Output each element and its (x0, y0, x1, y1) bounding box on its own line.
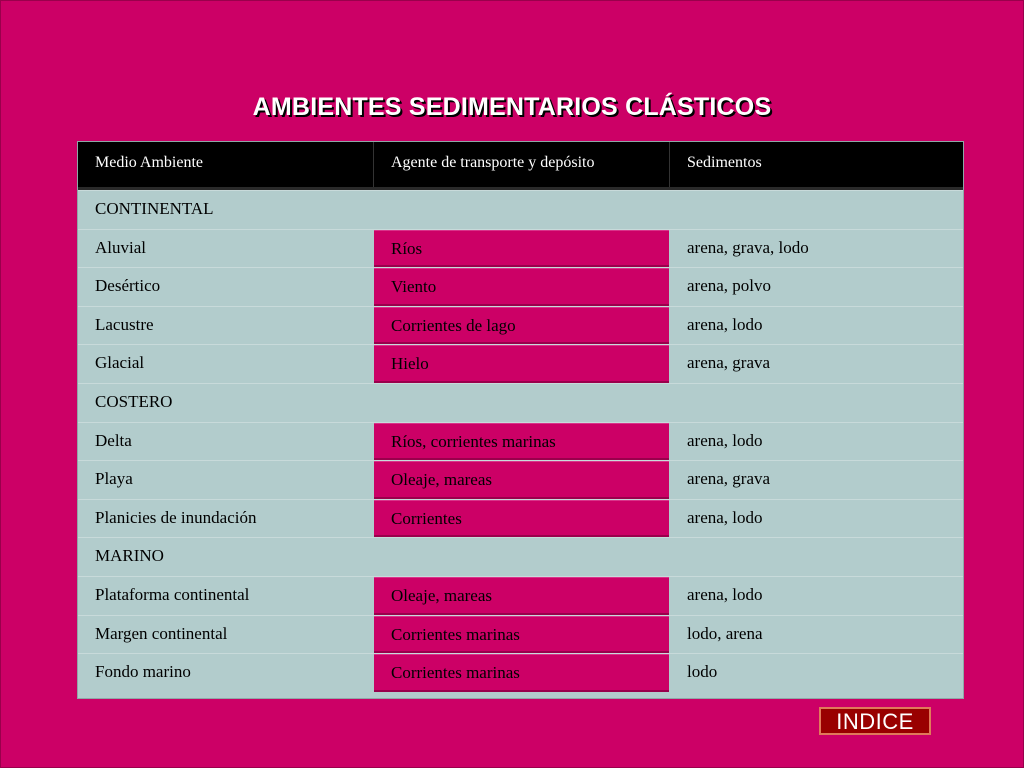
cell-medio-ambiente: Lacustre (95, 314, 154, 334)
header-agente: Agente de transporte y depósito (374, 142, 670, 187)
section-label: MARINO (95, 546, 164, 566)
cell-medio-ambiente: Aluvial (95, 237, 146, 257)
cell-medio-ambiente: Planicies de inundación (95, 507, 257, 527)
cell-medio-ambiente: Playa (95, 469, 133, 489)
section-row (78, 537, 963, 576)
cell-agente: Corrientes marinas (374, 616, 669, 654)
table-row (78, 229, 963, 268)
cell-agente: Oleaje, mareas (374, 461, 669, 499)
table-row (78, 615, 963, 654)
cell-sedimentos: lodo (687, 662, 718, 682)
table-header-row (78, 142, 963, 190)
sedimentary-environments-table (77, 141, 964, 699)
cell-sedimentos: arena, lodo (687, 430, 763, 450)
cell-medio-ambiente: Delta (95, 430, 132, 450)
cell-sedimentos: arena, lodo (687, 585, 763, 604)
cell-agente: Ríos, corrientes marinas (374, 423, 669, 461)
section-row (78, 383, 963, 422)
section-row (78, 190, 963, 229)
cell-sedimentos: arena, grava (687, 469, 771, 489)
slide-title: AMBIENTES SEDIMENTARIOS CLÁSTICOS (252, 93, 772, 121)
cell-sedimentos: arena, grava, lodo (687, 237, 809, 257)
cell-sedimentos: arena, polvo (687, 276, 772, 296)
table-row (78, 306, 963, 345)
cell-sedimentos: arena, lodo (687, 314, 763, 334)
table-row (78, 499, 963, 538)
cell-sedimentos: arena, lodo (687, 507, 763, 527)
table-row (78, 576, 963, 615)
table-row (78, 267, 963, 306)
cell-agente: Viento (374, 268, 669, 306)
cell-agente: Ríos (374, 230, 669, 268)
cell-agente: Corrientes marinas (374, 654, 669, 692)
cell-agente: Corrientes (374, 500, 669, 538)
cell-sedimentos: lodo, arena (687, 623, 763, 643)
header-medio-ambiente: Medio Ambiente (78, 142, 374, 187)
cell-sedimentos: arena, grava (687, 353, 771, 373)
cell-medio-ambiente: Plataforma continental (95, 585, 250, 604)
table-row (78, 344, 963, 383)
cell-agente: Oleaje, mareas (374, 577, 669, 615)
cell-medio-ambiente: Fondo marino (95, 662, 191, 682)
table-row (78, 653, 963, 692)
cell-medio-ambiente: Desértico (95, 276, 161, 296)
table-row (78, 460, 963, 499)
cell-agente: Hielo (374, 345, 669, 383)
section-label: CONTINENTAL (95, 199, 214, 218)
cell-medio-ambiente: Glacial (95, 353, 145, 373)
cell-agente: Corrientes de lago (374, 307, 669, 345)
section-label: COSTERO (95, 392, 173, 411)
table-row (78, 422, 963, 461)
cell-medio-ambiente: Margen continental (95, 623, 228, 643)
header-sedimentos: Sedimentos (687, 154, 762, 171)
indice-button[interactable]: INDICE (819, 707, 931, 735)
